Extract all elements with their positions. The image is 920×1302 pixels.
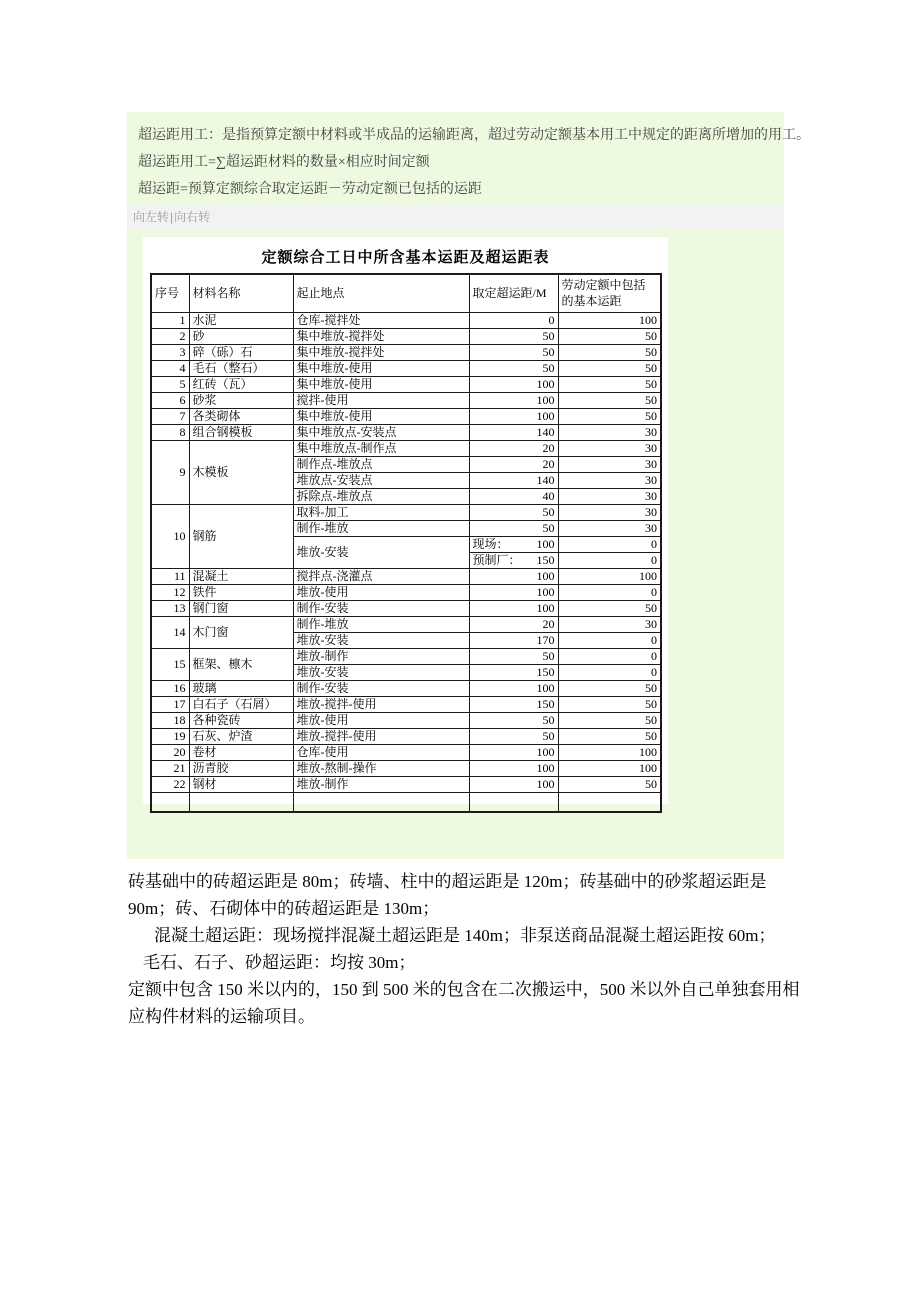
table-cell: 水泥 — [189, 312, 293, 328]
table-cell: 20 — [151, 744, 189, 760]
table-cell: 22 — [151, 776, 189, 792]
table-cell: 制作-堆放 — [293, 520, 469, 536]
table-cell: 1 — [151, 312, 189, 328]
table-cell: 100 — [469, 744, 558, 760]
table-cell: 100 — [558, 568, 661, 584]
table-cell: 50 — [469, 360, 558, 376]
table-cell — [293, 792, 469, 812]
table-cell: 8 — [151, 424, 189, 440]
table-row — [151, 328, 661, 344]
table-cell: 50 — [469, 648, 558, 664]
table-cell: 白石子（石屑） — [189, 696, 293, 712]
table-cell: 钢筋 — [189, 504, 293, 568]
table-cell: 50 — [469, 344, 558, 360]
table-cell: 50 — [558, 680, 661, 696]
table-cell: 堆放-熬制-操作 — [293, 760, 469, 776]
table-row — [151, 680, 661, 696]
table-cell: 5 — [151, 376, 189, 392]
table-cell: 钢门窗 — [189, 600, 293, 616]
column-header: 材料名称 — [189, 274, 293, 312]
table-cell: 10 — [151, 504, 189, 568]
table-cell: 30 — [558, 424, 661, 440]
table-row — [151, 392, 661, 408]
rotate-left-link[interactable]: 向左转 — [133, 210, 170, 224]
table-cell: 170 — [469, 632, 558, 648]
table-row — [151, 584, 661, 600]
table-cell: 150 — [469, 696, 558, 712]
table-row — [151, 440, 661, 456]
table-cell: 50 — [469, 504, 558, 520]
column-header: 起止地点 — [293, 274, 469, 312]
table-row — [151, 360, 661, 376]
table-cell: 毛石（整石） — [189, 360, 293, 376]
table-cell: 红砖（瓦） — [189, 376, 293, 392]
table-cell: 30 — [558, 472, 661, 488]
table-cell: 100 — [469, 392, 558, 408]
table-row — [151, 344, 661, 360]
table-cell: 50 — [558, 600, 661, 616]
table-cell: 16 — [151, 680, 189, 696]
table-cell — [558, 792, 661, 812]
table-cell: 石灰、炉渣 — [189, 728, 293, 744]
table-cell: 11 — [151, 568, 189, 584]
table-cell: 100 — [469, 408, 558, 424]
table-cell: 制作点-堆放点 — [293, 456, 469, 472]
table-cell: 50 — [558, 392, 661, 408]
table-cell: 铁件 — [189, 584, 293, 600]
table-cell: 100 — [558, 744, 661, 760]
table-row — [151, 312, 661, 328]
notes-paragraph — [128, 868, 800, 1030]
table-cell: 6 — [151, 392, 189, 408]
table-cell: 集中堆放-使用 — [293, 408, 469, 424]
answer-highlight-block — [127, 112, 810, 859]
column-header: 取定超运距/M — [469, 274, 558, 312]
table-cell: 集中堆放-使用 — [293, 360, 469, 376]
table-cell: 13 — [151, 600, 189, 616]
table-row — [151, 504, 661, 520]
table-cell: 50 — [469, 328, 558, 344]
table-cell: 搅拌点-浇灌点 — [293, 568, 469, 584]
toolbar-separator: | — [170, 210, 174, 224]
table-cell: 7 — [151, 408, 189, 424]
table-cell: 各类砌体 — [189, 408, 293, 424]
table-cell: 50 — [558, 376, 661, 392]
table-row — [151, 760, 661, 776]
note-line: 毛石、石子、砂超运距：均按 30m； — [143, 953, 416, 972]
table-cell: 30 — [558, 504, 661, 520]
table-row — [151, 744, 661, 760]
table-cell: 100 — [469, 376, 558, 392]
table-cell: 0 — [469, 312, 558, 328]
table-cell: 砂 — [189, 328, 293, 344]
formula-line-1: 超运距用工=∑超运距材料的数量×相应时间定额 — [138, 155, 430, 170]
table-cell: 100 — [469, 680, 558, 696]
table-cell: 0 — [558, 536, 661, 552]
table-row — [151, 376, 661, 392]
table-row — [151, 728, 661, 744]
table-cell: 制作-堆放 — [293, 616, 469, 632]
table-cell: 木门窗 — [189, 616, 293, 648]
table-cell: 集中堆放-使用 — [293, 376, 469, 392]
table-cell: 堆放-安装 — [293, 664, 469, 680]
table-cell: 50 — [558, 712, 661, 728]
table-cell: 100 — [469, 776, 558, 792]
table-cell: 50 — [469, 728, 558, 744]
table-cell: 堆放-搅拌-使用 — [293, 728, 469, 744]
table-cell: 50 — [558, 344, 661, 360]
table-cell: 100 — [469, 584, 558, 600]
table-cell: 堆放-制作 — [293, 776, 469, 792]
note-line: 混凝土超运距：现场搅拌混凝土超运距是 140m；非泵送商品混凝土超运距按 60m； — [154, 926, 776, 945]
table-cell: 9 — [151, 440, 189, 504]
table-cell: 30 — [558, 520, 661, 536]
table-cell: 12 — [151, 584, 189, 600]
quota-table — [150, 273, 662, 813]
table-cell: 钢材 — [189, 776, 293, 792]
table-cell: 各种瓷砖 — [189, 712, 293, 728]
table-cell: 制作-安装 — [293, 680, 469, 696]
table-cell: 制作-安装 — [293, 600, 469, 616]
table-cell: 堆放-制作 — [293, 648, 469, 664]
table-cell: 50 — [558, 360, 661, 376]
table-row — [151, 712, 661, 728]
table-cell: 0 — [558, 632, 661, 648]
table-cell: 2 — [151, 328, 189, 344]
note-line: 定额中包含 150 米以内的，150 到 500 米的包含在二次搬运中，500 米以外自己单独套用相 — [128, 980, 800, 999]
note-line: 砖基础中的砖超运距是 80m；砖墙、柱中的超运距是 120m；砖基础中的砂浆超运距是 — [128, 872, 767, 891]
table-cell: 组合钢模板 — [189, 424, 293, 440]
table-cell: 堆放点-安装点 — [293, 472, 469, 488]
table-cell: 堆放-使用 — [293, 712, 469, 728]
cell-value: 150 — [536, 552, 555, 567]
table-cell: 集中堆放点-制作点 — [293, 440, 469, 456]
table-row — [151, 600, 661, 616]
table-cell: 100 — [469, 568, 558, 584]
table-cell: 仓库-搅拌处 — [293, 312, 469, 328]
note-line: 90m；砖、石砌体中的砖超运距是 130m； — [128, 899, 440, 918]
table-cell: 140 — [469, 424, 558, 440]
table-cell: 140 — [469, 472, 558, 488]
table-cell: 0 — [558, 552, 661, 568]
table-cell: 100 — [558, 312, 661, 328]
table-cell: 30 — [558, 456, 661, 472]
cell-sublabel: 预制厂： — [472, 552, 521, 567]
rotate-right-link[interactable]: 向右转 — [174, 210, 211, 224]
table-cell: 14 — [151, 616, 189, 648]
table-cell: 100 — [558, 760, 661, 776]
table-row — [151, 408, 661, 424]
note-line: 应构件材料的运输项目。 — [128, 1007, 315, 1026]
table-cell: 集中堆放-搅拌处 — [293, 328, 469, 344]
definition-paragraph — [127, 112, 810, 203]
table-cell: 20 — [469, 440, 558, 456]
table-cell — [469, 552, 558, 568]
column-header: 序号 — [151, 274, 189, 312]
image-rotate-toolbar — [127, 205, 784, 230]
table-cell: 50 — [558, 696, 661, 712]
table-cell: 集中堆放点-安装点 — [293, 424, 469, 440]
table-cell: 卷材 — [189, 744, 293, 760]
table-row — [151, 424, 661, 440]
table-row — [151, 696, 661, 712]
table-cell: 碎（砾）石 — [189, 344, 293, 360]
table-cell: 堆放-搅拌-使用 — [293, 696, 469, 712]
table-cell: 50 — [469, 712, 558, 728]
column-header: 劳动定额中包括的基本运距 — [558, 274, 661, 312]
table-cell: 50 — [558, 408, 661, 424]
table-cell: 150 — [469, 664, 558, 680]
table-cell: 搅拌-使用 — [293, 392, 469, 408]
table-cell: 50 — [558, 328, 661, 344]
table-cell: 19 — [151, 728, 189, 744]
table-cell: 取料-加工 — [293, 504, 469, 520]
table-header-row — [151, 274, 661, 312]
table-cell: 混凝土 — [189, 568, 293, 584]
table-cell: 21 — [151, 760, 189, 776]
table-cell: 15 — [151, 648, 189, 680]
table-cell: 50 — [558, 776, 661, 792]
table-cell: 18 — [151, 712, 189, 728]
table-row — [151, 792, 661, 812]
table-cell: 20 — [469, 456, 558, 472]
table-row — [151, 616, 661, 632]
definition-line: 超运距用工：是指预算定额中材料或半成品的运输距离，超过劳动定额基本用工中规定的距离所增加的用工。 — [138, 128, 810, 143]
table-cell: 木模板 — [189, 440, 293, 504]
table-cell: 4 — [151, 360, 189, 376]
table-cell: 50 — [558, 728, 661, 744]
table-cell: 0 — [558, 648, 661, 664]
table-cell: 堆放-安装 — [293, 536, 469, 568]
table-cell: 100 — [469, 600, 558, 616]
table-cell: 50 — [469, 520, 558, 536]
table-cell: 30 — [558, 440, 661, 456]
table-cell: 砂浆 — [189, 392, 293, 408]
table-cell: 0 — [558, 584, 661, 600]
table-cell: 0 — [558, 664, 661, 680]
table-cell: 堆放-使用 — [293, 584, 469, 600]
table-cell — [151, 792, 189, 812]
table-cell: 沥青胶 — [189, 760, 293, 776]
formula-line-2: 超运距=预算定额综合取定运距－劳动定额已包括的运距 — [138, 182, 482, 197]
table-cell: 40 — [469, 488, 558, 504]
table-cell — [189, 792, 293, 812]
table-cell: 集中堆放-搅拌处 — [293, 344, 469, 360]
table-title: 定额综合工日中所含基本运距及超运距表 — [261, 249, 550, 266]
table-cell: 17 — [151, 696, 189, 712]
table-image[interactable] — [143, 237, 668, 804]
table-cell: 30 — [558, 488, 661, 504]
cell-value: 100 — [536, 536, 555, 551]
table-cell: 100 — [469, 760, 558, 776]
table-cell: 拆除点-堆放点 — [293, 488, 469, 504]
table-cell: 框架、檩木 — [189, 648, 293, 680]
cell-sublabel: 现场： — [472, 536, 509, 551]
table-row — [151, 776, 661, 792]
table-cell: 仓库-使用 — [293, 744, 469, 760]
table-cell: 20 — [469, 616, 558, 632]
table-row — [151, 568, 661, 584]
table-row — [151, 648, 661, 664]
table-cell: 30 — [558, 616, 661, 632]
table-cell: 3 — [151, 344, 189, 360]
table-cell: 玻璃 — [189, 680, 293, 696]
table-cell — [469, 536, 558, 552]
table-cell — [469, 792, 558, 812]
table-cell: 堆放-安装 — [293, 632, 469, 648]
